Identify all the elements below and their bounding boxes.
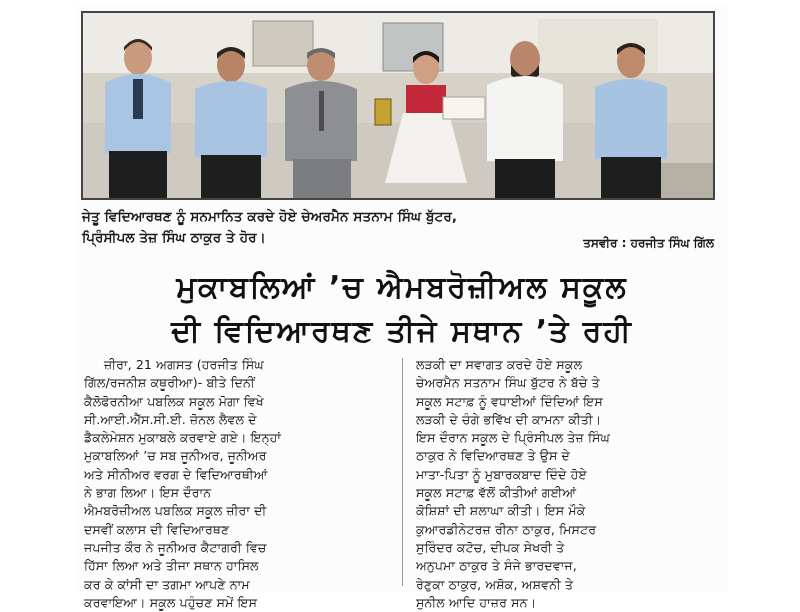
article-line: ਕਰ ਕੇ ਕਾਂਸੀ ਦਾ ਤਗਮਾ ਆਪਣੇ ਨਾਮ [84,576,250,592]
column-divider [402,358,403,586]
article-line: ਚੇਅਰਮੈਨ ਸਤਨਾਮ ਸਿੰਘ ਬੁੱਟਰ ਨੇ ਬੱਚੇ ਤੇ [416,375,600,391]
article-line: ਸਕੂਲ ਸਟਾਫ਼ ਵੱਲੋਂ ਕੀਤੀਆਂ ਗਈਆਂ [416,485,577,501]
newspaper-clipping [76,6,728,610]
article-line: ਕੋਸ਼ਿਸ਼ਾਂ ਦੀ ਸ਼ਲਾਘਾ ਕੀਤੀ। ਇਸ ਮੌਕੇ [416,503,586,519]
headline-line-2: ਦੀ ਵਿਦਿਆਰਥਣ ਤੀਜੇ ਸਥਾਨ ’ਤੇ ਰਹੀ [171,314,633,349]
article-line: ਕਰਵਾਇਆ। ਸਕੂਲ ਪਹੁੰਚਣ ਸਮੇਂ ਇਸ [84,594,258,610]
article-line: ਲੜਕੀ ਦਾ ਸਵਾਗਤ ਕਰਦੇ ਹੋਏ ਸਕੂਲ [416,357,583,372]
article-line: ਡੈਕਲੇਮੇਸ਼ਨ ਮੁਕਾਬਲੇ ਕਰਵਾਏ ਗਏ। ਇਨ੍ਹਾਂ [84,430,282,446]
article-line: ਮਾਤਾ-ਪਿਤਾ ਨੂੰ ਮੁਬਾਰਕਬਾਦ ਦਿੰਦੇ ਹੋਏ [416,466,587,482]
article-line: ਅਨੁਪਮਾ ਠਾਕੁਰ ਤੇ ਸੰਜੇ ਭਾਰਦਵਾਜ, [416,558,577,574]
group-photo-illustration [83,13,713,198]
article-line: ਜ਼ੀਰਾ, 21 ਅਗਸਤ (ਹਰਜੀਤ ਸਿੰਘ [104,357,264,372]
article-line: ਸਕੂਲ ਸਟਾਫ਼ ਨੂੰ ਵਧਾਈਆਂ ਦਿੰਦਿਆਂ ਇਸ [416,393,603,409]
article-line: ਰੇਣੁਕਾ ਠਾਕੁਰ, ਅਸ਼ੋਕ, ਅਸ਼ਵਨੀ ਤੇ [416,576,574,592]
article-line: ਸੁਨੀਲ ਆਦਿ ਹਾਜ਼ਰ ਸਨ। [416,594,537,610]
article-line: ਕੁਆਰਡੀਨੇਟਰਜ਼ ਰੀਨਾ ਠਾਕੁਰ, ਮਿਸਟਰ [416,521,597,537]
article-line: ਅਤੇ ਸੀਨੀਅਰ ਵਰਗ ਦੇ ਵਿਦਿਆਰਥੀਆਂ [84,466,268,482]
article-column-right [416,356,722,612]
article-line: ਇਸ ਦੌਰਾਨ ਸਕੂਲ ਦੇ ਪ੍ਰਿੰਸੀਪਲ ਤੇਜ਼ ਸਿੰਘ [416,430,610,446]
group-photo [81,11,715,200]
photo-credit: ਤਸਵੀਰ : ਹਰਜੀਤ ਸਿੰਘ ਗਿੱਲ [583,236,714,250]
article-line: ਨੇ ਭਾਗ ਲਿਆ। ਇਸ ਦੌਰਾਨ [84,485,212,501]
article-line: ਐਮਬਰੋਜ਼ੀਅਲ ਪਬਲਿਕ ਸਕੂਲ ਜ਼ੀਰਾ ਦੀ [84,503,267,519]
headline-line-1: ਮੁਕਾਬਲਿਆਂ ’ਚ ਐਮਬਰੋਜ਼ੀਅਲ ਸਕੂਲ [176,270,628,305]
article-line: ਮੁਕਾਬਲਿਆਂ ’ਚ ਸਬ ਜੂਨੀਅਰ, ਜੂਨੀਅਰ [84,448,267,464]
caption-line-1: ਜੇਤੂ ਵਿਦਿਆਰਥਣ ਨੂੰ ਸਨਮਾਨਿਤ ਕਰਦੇ ਹੋਏ ਚੇਅਰਮੈਨ ਸਤਨਾਮ ਸਿੰਘ ਬੁੱਟਰ, [82,210,458,225]
article-line: ਕੈਲੋਫੋਰਨੀਆ ਪਬਲਿਕ ਸਕੂਲ ਮੋਗਾ ਵਿਖੇ [84,393,264,409]
article-line: ਲੜਕੀ ਦੇ ਚੰਗੇ ਭਵਿੱਖ ਦੀ ਕਾਮਨਾ ਕੀਤੀ। [416,411,602,427]
article-line: ਹਿੱਸਾ ਲਿਆ ਅਤੇ ਤੀਜਾ ਸਥਾਨ ਹਾਸਿਲ [84,558,259,574]
article-line: ਜਪਜੀਤ ਕੌਰ ਨੇ ਜੂਨੀਅਰ ਕੈਟਾਗਰੀ ਵਿਚ [84,539,267,555]
headline [76,266,728,354]
article-line: ਠਾਕੁਰ ਨੇ ਵਿਦਿਆਰਥਣ ਤੇ ਉਸ ਦੇ [416,448,570,464]
article-line: ਦਸਵੀਂ ਕਲਾਸ ਦੀ ਵਿਦਿਆਰਥਣ [84,521,230,537]
article-line: ਸੀ.ਆਈ.ਐੱਸ.ਸੀ.ਈ. ਜ਼ੋਨਲ ਲੈਵਲ ਦੇ [84,411,257,427]
article-column-left [84,356,390,612]
article-line: ਗਿੱਲ/ਰਜਨੀਸ਼ ਕਥੂਰੀਆ)- ਬੀਤੇ ਦਿਨੀਂ [84,375,255,391]
article-line: ਸੁਰਿੰਦਰ ਕਟੋਚ, ਦੀਪਕ ਸੇਖਰੀ ਤੇ [416,539,565,555]
caption-line-2: ਪ੍ਰਿੰਸੀਪਲ ਤੇਜ਼ ਸਿੰਘ ਠਾਕੁਰ ਤੇ ਹੋਰ। [82,231,266,246]
